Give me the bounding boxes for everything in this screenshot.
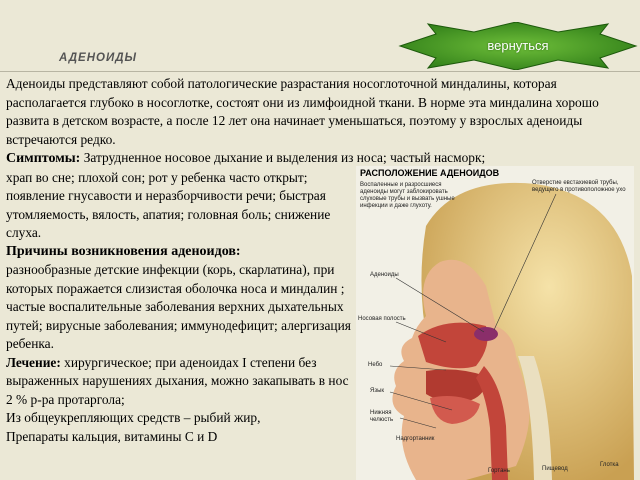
illustration-caption: Воспаленные и разросшиеся аденоиды могут заблокировать слуховые трубы и вызвать ушные инфекции и даже глухоту.: [360, 182, 455, 209]
label-throat: Глотка: [600, 462, 619, 468]
symptoms-text-1: Затрудненное носовое дыхание и выделения из носа; частый насморк;: [80, 150, 486, 165]
illustration-title: РАСПОЛОЖЕНИЕ АДЕНОИДОВ: [360, 168, 500, 178]
treatment-extra-2: Препараты кальция, витамины С и D: [6, 428, 218, 444]
label-adenoids: Аденоиды: [370, 272, 399, 278]
symptoms-heading: Симптомы:: [6, 151, 81, 166]
treatment-heading: Лечение:: [6, 354, 61, 370]
label-eustachian-tube: Отверстие евстахиевой трубы, ведущего в противоположное ухо: [532, 180, 626, 193]
treatment-text: хирургическое; при аденоидах I степени без выраженных нарушениях дыхания, можно закапывать в нос 2 % р-ра протаргола;: [6, 354, 349, 407]
label-larynx: Гортань: [488, 468, 510, 474]
treatment-extra-1: Из общеукрепляющих средств – рыбий жир,: [6, 410, 261, 425]
label-esophagus: Пищевод: [542, 466, 568, 472]
label-nasal-cavity: Носовая полость: [358, 316, 406, 322]
title-divider: [0, 71, 640, 72]
symptoms-text-2: храп во сне; плохой сон; рот у ребенка часто открыт; появление гнусавости и неразборчивости речи; быстрая утомляемость, вялость, апатия; головная боль; снижение слуха.: [6, 169, 331, 240]
adenoids-illustration: [356, 166, 634, 480]
label-epiglottis: Надгортанник: [396, 436, 435, 442]
label-jaw: Нижняя челюсть: [370, 410, 394, 423]
back-button[interactable]: [398, 22, 638, 70]
back-button-label: вернуться: [487, 38, 549, 53]
page-title: АДЕНОИДЫ: [59, 52, 138, 64]
head-anatomy-drawing: [356, 166, 634, 480]
label-palate: Небо: [368, 362, 383, 368]
intro-paragraph: Аденоиды представляют собой патологические разрастания носоглоточной миндалины, которая располагается глубоко в носоглотке, состоят они из лимфоидной ткани. В норме эта миндалина хорошо развита в детском возрасте, а после 12 лет она начинает уменьшаться, поэтому у взрослых аденоиды встречаются редко.: [6, 76, 599, 147]
treatment-paragraph: [6, 354, 351, 410]
label-tongue: Язык: [370, 388, 385, 394]
causes-text: разнообразные детские инфекции (корь, скарлатина), при которых поражается слизистая оболочка носа и миндалин ; частые воспалительные заболевания верхних дыхательных путей; вирусные заболевания; иммунодефицит; алергизация ребенка.: [6, 262, 351, 351]
causes-heading: Причины возникновения аденоидов:: [6, 243, 241, 259]
